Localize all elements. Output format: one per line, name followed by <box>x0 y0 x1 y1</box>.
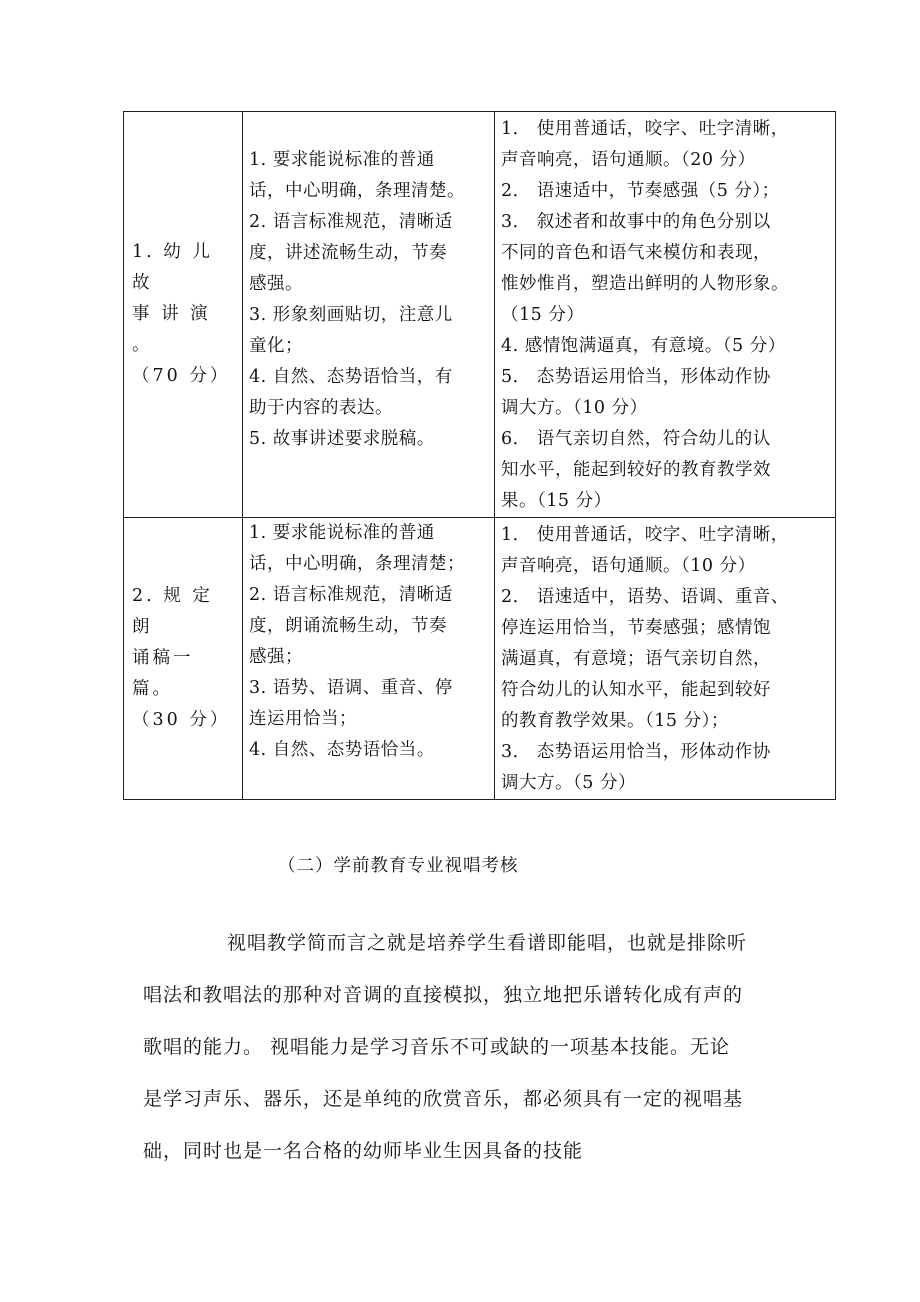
requirement-line: 度，朗诵流畅生动，节奏 <box>249 616 447 636</box>
item-cell <box>124 112 243 518</box>
criteria-line: 知水平，能起到较好的教育教学效 <box>501 460 771 480</box>
criteria-line: 不同的音色和语气来模仿和表现， <box>501 243 771 263</box>
paragraph-line: 唱法和教唱法的那种对音调的直接模拟，独立地把乐谱转化成有声的 <box>143 984 744 1006</box>
paragraph-line: 础，同时也是一名合格的幼师毕业生因具备的技能 <box>143 1140 584 1162</box>
criteria-line: 声音响亮，语句通顺。（20 分） <box>501 150 756 170</box>
criteria-cell <box>495 518 836 800</box>
criteria-line: 满逼真，有意境；语气亲切自然， <box>501 649 771 669</box>
requirement-line: 话，中心明确，条理清楚。 <box>249 181 465 201</box>
criteria-line: 调大方。（5 分） <box>501 773 636 793</box>
item-line: 事 讲 演 。 <box>132 304 211 355</box>
criteria-line: 3． 态势语运用恰当，形体动作协 <box>501 742 771 762</box>
requirement-cell <box>243 518 495 800</box>
criteria-line: 5． 态势语运用恰当，形体动作协 <box>501 367 771 387</box>
item-line: 诵稿一篇。 <box>132 648 194 699</box>
criteria-line: 4. 感情饱满逼真，有意境。（5 分） <box>501 336 786 356</box>
requirement-line: 感强； <box>249 647 303 667</box>
paragraph-line: 视唱教学简而言之就是培养学生看谱即能唱，也就是排除听 <box>227 932 748 954</box>
requirement-line: 话，中心明确，条理清楚； <box>249 554 465 574</box>
criteria-line: 1． 使用普通话，咬字、吐字清晰， <box>501 119 789 139</box>
paragraph-line: 歌唱的能力。 视唱能力是学习音乐不可或缺的一项基本技能。无论 <box>143 1036 731 1058</box>
assessment-table <box>123 111 836 800</box>
criteria-line: 2． 语速适中，节奏感强（5 分）； <box>501 181 780 201</box>
requirement-line: 3. 形象刻画贴切，注意儿 <box>249 305 453 325</box>
requirement-cell <box>243 112 495 518</box>
criteria-line: 声音响亮，语句通顺。（10 分） <box>501 556 756 576</box>
requirement-line: 4. 自然、态势语恰当。 <box>249 740 435 760</box>
requirement-line: 1. 要求能说标准的普通 <box>249 523 435 543</box>
criteria-line: 6． 语气亲切自然，符合幼儿的认 <box>501 429 771 449</box>
criteria-line: 停连运用恰当，节奏感强；感情饱 <box>501 618 771 638</box>
table-row-story-telling <box>124 112 836 518</box>
item-cell <box>124 518 243 800</box>
requirement-line: 1. 要求能说标准的普通 <box>249 150 435 170</box>
requirement-line: 2. 语言标准规范，清晰适 <box>249 585 453 605</box>
criteria-line: 的教育教学效果。（15 分）； <box>501 711 729 731</box>
criteria-line: 调大方。（10 分） <box>501 398 648 418</box>
criteria-line: 惟妙惟肖，塑造出鲜明的人物形象。 <box>501 274 789 294</box>
criteria-line: 2． 语速适中，语势、语调、重音、 <box>501 587 789 607</box>
requirement-line: 助于内容的表达。 <box>249 398 393 418</box>
requirement-line: 4. 自然、态势语恰当，有 <box>249 367 453 387</box>
body-paragraph <box>143 917 783 1177</box>
requirement-line: 度，讲述流畅生动，节奏 <box>249 243 447 263</box>
criteria-line: 3． 叙述者和故事中的角色分别以 <box>501 212 771 232</box>
criteria-line: 1． 使用普通话，咬字、吐字清晰， <box>501 525 789 545</box>
paragraph-line: 是学习声乐、器乐，还是单纯的欣赏音乐，都必须具有一定的视唱基 <box>143 1088 744 1110</box>
criteria-line: （15 分） <box>501 305 585 325</box>
requirement-line: 童化； <box>249 336 303 356</box>
section-title: （二）学前教育专业视唱考核 <box>278 856 519 876</box>
item-line: 1. 幼 儿 故 <box>132 242 213 293</box>
item-line: 2. 规 定 朗 <box>132 586 213 637</box>
requirement-line: 2. 语言标准规范，清晰适 <box>249 212 453 232</box>
requirement-line: 感强。 <box>249 274 303 294</box>
requirement-line: 5. 故事讲述要求脱稿。 <box>249 429 435 449</box>
requirement-line: 连运用恰当； <box>249 709 357 729</box>
item-line: （70 分） <box>132 366 231 386</box>
requirement-line: 3. 语势、语调、重音、停 <box>249 678 453 698</box>
criteria-line: 果。（15 分） <box>501 491 612 511</box>
table-row-recitation <box>124 518 836 800</box>
criteria-line: 符合幼儿的认知水平，能起到较好 <box>501 680 771 700</box>
item-line: （30 分） <box>132 710 231 730</box>
criteria-cell <box>495 112 836 518</box>
